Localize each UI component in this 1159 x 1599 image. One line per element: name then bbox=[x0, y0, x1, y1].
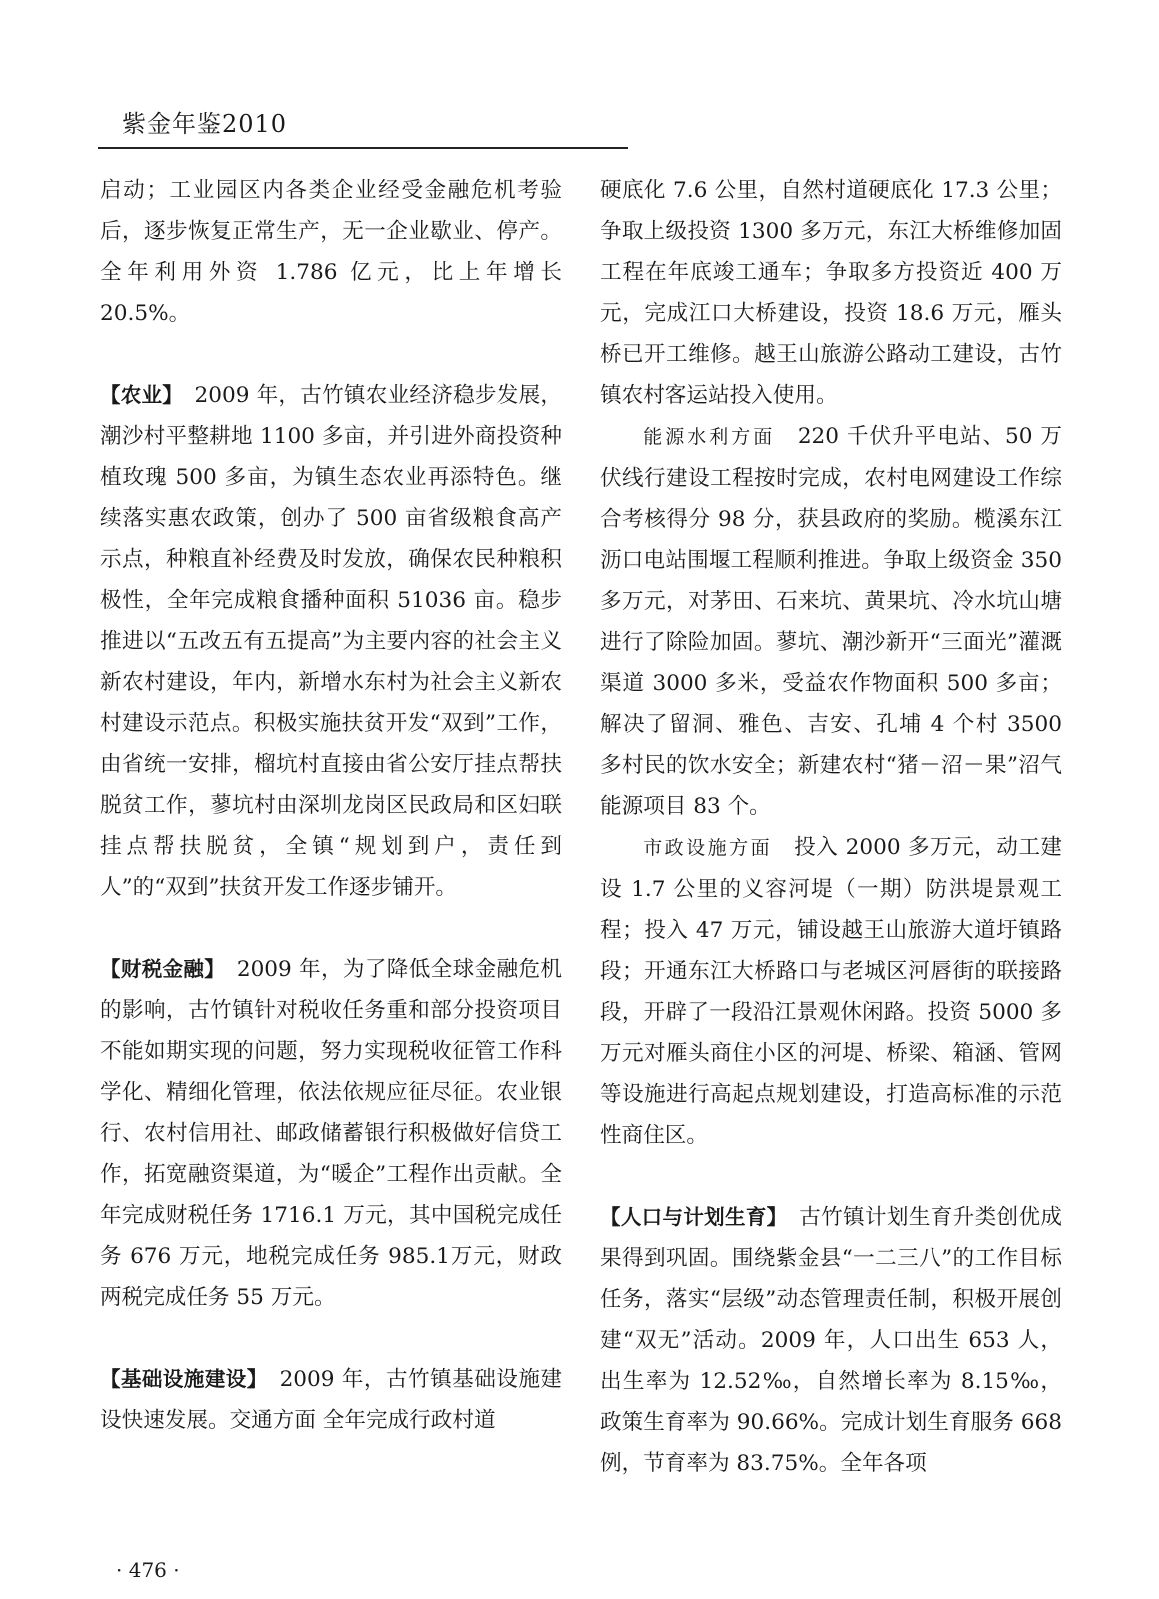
paragraph-text: 投入 2000 多万元，动工建设 1.7 公里的义容河堤（一期）防洪堤景观工程；投入 47 万元，铺设越王山旅游大道圩镇路段；开通东江大桥路口与老城区河唇街的联接路段，开辟了一段沿江景观休闲路。投资 5000 多万元对雁头商住小区的河堤、桥梁、箱涵、管网等设施进行高起点规划建设，打造高标准的示范性商住区。 bbox=[600, 835, 1062, 1148]
section-title: 【财税金融】 bbox=[100, 957, 215, 981]
paragraph-text: 硬底化 7.6 公里，自然村道硬底化 17.3 公里；争取上级投资 1300 多万元，东江大桥维修加固工程在年底竣工通车；争取多方投资近 400 万元，完成江口大桥建设，投资 18.6 万元，雁头桥已开工维修。越王山旅游公路动工建设，古竹镇农村客运站投入使用。 bbox=[600, 178, 1062, 408]
subsection-title: 能源水利方面 bbox=[643, 426, 776, 448]
paragraph-text: 2009 年，为了降低全球金融危机的影响，古竹镇针对税收任务重和部分投资项目不能如期实现的问题，努力实现税收征管工作科学化、精细化管理，依法依规应征尽征。农业银行、农村信用社、邮政储蓄银行积极做好信贷工作，拓宽融资渠道，为“暖企”工程作出贡献。全年完成财税任务 1716.1 万元，其中国税完成任务 676 万元，地税完成任务 985.1万元，财政两税完成任务 55 万元。 bbox=[100, 957, 562, 1310]
section-population bbox=[600, 1197, 1062, 1484]
paragraph-continued bbox=[600, 170, 1062, 416]
running-head: 紫金年鉴2010 bbox=[122, 110, 288, 138]
section-title: 【基础设施建设】 bbox=[100, 1367, 258, 1391]
section-finance bbox=[100, 949, 562, 1318]
subsection-energy bbox=[600, 416, 1062, 827]
paragraph-text: 启动；工业园区内各类企业经受金融危机考验后，逐步恢复正常生产，无一企业歇业、停产。全年利用外资 1.786 亿元，比上年增长 20.5%。 bbox=[100, 178, 562, 326]
section-title: 【人口与计划生育】 bbox=[600, 1205, 778, 1229]
paragraph-text: 220 千伏升平电站、50 万伏线行建设工程按时完成，农村电网建设工作综合考核得分 98 分，获县政府的奖励。榄溪东江沥口电站围堰工程顺利推进。争取上级资金 350 多万元，对茅田、石来坑、黄果坑、冷水坑山塘进行了除险加固。蓼坑、潮沙新开“三面光”灌溉渠道 3000 多米，受益农作物面积 500 多亩；解决了留洞、雅色、吉安、孔埔 4 个村 3500 多村民的饮水安全；新建农村“猪－沼－果”沼气能源项目 83 个。 bbox=[600, 424, 1062, 819]
paragraph-text: 2009 年，古竹镇基础设施建设快速发展。交通方面 全年完成行政村道 bbox=[100, 1367, 562, 1433]
section-infrastructure bbox=[100, 1359, 562, 1441]
paragraph-text: 古竹镇计划生育升类创优成果得到巩固。围绕紫金县“一二三八”的工作目标任务，落实“层级”动态管理责任制，积极开展创建“双无”活动。2009 年，人口出生 653 人，出生率为 12.52‰，自然增长率为 8.15‰，政策生育率为 90.66%。完成计划生育服务 668 例，节育率为 83.75%。全年各项 bbox=[600, 1205, 1062, 1476]
paragraph-continued bbox=[100, 170, 562, 334]
paragraph-text: 2009 年，古竹镇农业经济稳步发展，潮沙村平整耕地 1100 多亩，并引进外商投资种植玫瑰 500 多亩，为镇生态农业再添特色。继续落实惠农政策，创办了 500 亩省级粮食高产示点，种粮直补经费及时发放，确保农民种粮积极性，全年完成粮食播种面积 51036 亩。稳步推进以“五改五有五提高”为主要内容的社会主义新农村建设，年内，新增水东村为社会主义新农村建设示范点。积极实施扶贫开发“双到”工作，由省统一安排，榴坑村直接由省公安厅挂点帮扶脱贫工作，蓼坑村由深圳龙岗区民政局和区妇联挂点帮扶脱贫，全镇“规划到户，责任到人”的“双到”扶贫开发工作逐步铺开。 bbox=[100, 383, 562, 900]
header-rule bbox=[98, 147, 628, 149]
section-title: 【农业】 bbox=[100, 383, 173, 407]
subsection-title: 市政设施方面 bbox=[643, 837, 773, 859]
section-agriculture bbox=[100, 375, 562, 908]
page-number: · 476 · bbox=[116, 1558, 180, 1582]
right-column bbox=[600, 170, 1062, 1484]
left-column bbox=[100, 170, 562, 1441]
subsection-municipal bbox=[600, 827, 1062, 1156]
